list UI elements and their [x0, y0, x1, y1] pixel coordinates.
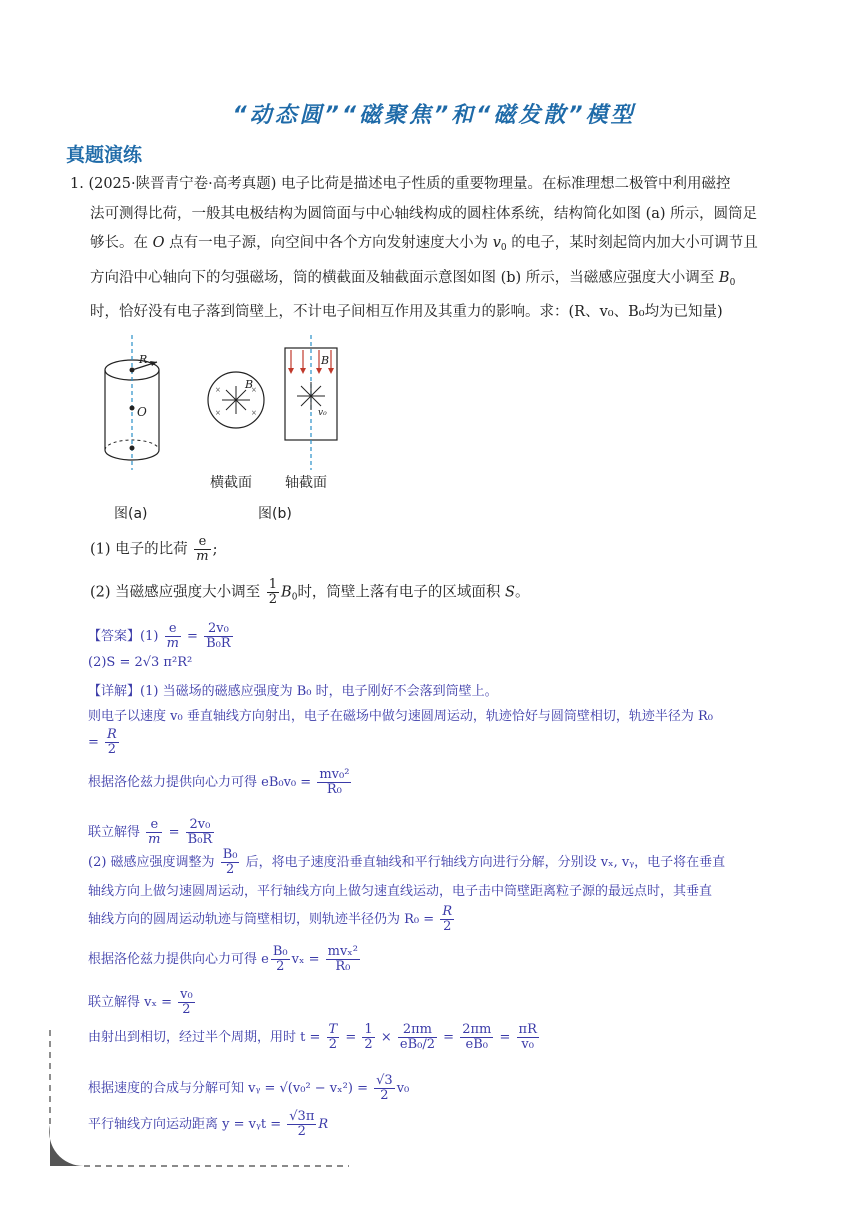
- sub-question-2: (2) 当磁感应强度大小调至 $\frac{1}{2}$ $B_0$时，筒壁上落有电子的区域面积 S。: [90, 577, 530, 607]
- detail-10: 由射出到相切，经过半个周期，用时 t = $\frac{T}{2}$ = $\frac{1}{2}$ × $\frac{2\pi m}{\text{eB₀/2}}$ = $\frac{2\pi m}{\text{eB₀}}$ = $\frac{\pi R}{\text{v₀}}$: [88, 1022, 537, 1052]
- detail-12: 平行轴线方向运动距离 y = vᵧt = $\frac{√3\pi}{2}$ R: [88, 1109, 329, 1139]
- question-line-5: 时，恰好没有电子落到筒壁上，不计电子间相互作用及其重力的影响。求：(R、v₀、B₀均为已知量): [90, 304, 723, 320]
- svg-text:×: ×: [251, 409, 257, 417]
- svg-text:×: ×: [215, 409, 221, 417]
- cross-section-figure: [208, 372, 264, 428]
- answer-1: 【答案】(1) $\frac{e}{m}$ = $\frac{\text{2v₀}}{\text{B₀R}}$: [88, 621, 231, 651]
- svg-text:v₀: v₀: [318, 408, 327, 418]
- detail-1: 【详解】(1) 当磁场的磁感应强度为 B₀ 时，电子刚好不会落到筒壁上。: [88, 684, 498, 699]
- detail-6: 轴线方向上做匀速圆周运动，平行轴线方向上做匀速直线运动，电子击中筒壁距离粒子源的最远点时，其垂直: [88, 884, 713, 899]
- detail-7: 轴线方向的圆周运动轨迹与筒壁相切，则轨迹半径仍为 R₀ = $\frac{R}{2}$: [88, 904, 453, 934]
- axial-section-label: 轴截面: [285, 475, 327, 491]
- footer-decoration: [44, 1030, 354, 1170]
- detail-2b: = $\frac{R}{2}$: [88, 727, 117, 757]
- detail-11: 根据速度的合成与分解可知 vᵧ = √(v₀² − vₓ²) = $\frac{√3}{2}$ v₀: [88, 1073, 410, 1103]
- question-line-2: 法可测得比荷，一般其电极结构为圆筒面与中心轴线构成的圆柱体系统，结构简化如图 (a) 所示，圆筒足: [90, 205, 758, 222]
- svg-text:×: ×: [215, 386, 221, 394]
- question-line-1: 1. (2025·陕晋青宁卷·高考真题) 电子比荷是描述电子性质的重要物理量。在标准理想二极管中利用磁控: [70, 176, 731, 192]
- detail-3: 根据洛伦兹力提供向心力可得 eB₀v₀ = $\frac{\text{mv₀²}}{\text{R₀}}$: [88, 767, 350, 797]
- page-number: 1: [66, 1140, 76, 1158]
- question-line-4: 方向沿中心轴向下的匀强磁场，筒的横截面及轴截面示意图如图 (b) 所示，当磁感应强度大小调至 $B_0$: [90, 269, 736, 288]
- detail-4: 联立解得 $\frac{e}{m}$ = $\frac{\text{2v₀}}{\text{B₀R}}$: [88, 817, 213, 847]
- page-title: “动态圆”“磁聚焦”和“磁发散”模型: [232, 103, 636, 128]
- svg-text:×: ×: [251, 386, 257, 394]
- svg-text:B: B: [321, 354, 330, 367]
- axial-section-figure: [285, 335, 337, 470]
- detail-8: 根据洛伦兹力提供向心力可得 e $\frac{\text{B₀}}{2}$ vₓ = $\frac{\text{mvₓ²}}{\text{R₀}}$: [88, 944, 359, 974]
- svg-text:R: R: [139, 353, 148, 366]
- svg-text:B: B: [245, 378, 254, 391]
- sub-question-1: (1) 电子的比荷 $\frac{e}{m}$ ;: [90, 534, 218, 564]
- svg-text:O: O: [137, 405, 147, 419]
- answer-2: (2)S = 2√3 π²R²: [88, 655, 193, 670]
- question-body: [70, 170, 810, 328]
- cylinder-figure: [105, 335, 159, 470]
- figure-b-label: 图(b): [258, 506, 292, 522]
- section-heading: 真题演练: [66, 144, 143, 166]
- detail-5: (2) 磁感应强度调整为 $\frac{\text{B₀}}{2}$ 后，将电子速度沿垂直轴线和平行轴线方向进行分解，分别设 vₓ, vᵧ，电子将在垂直: [88, 847, 726, 877]
- question-line-3: 够长。在 O 点有一电子源，向空间中各个方向发射速度大小为 $v_0$ 的电子，某时刻起筒内加大小可调节且: [90, 235, 758, 253]
- detail-2: 则电子以速度 v₀ 垂直轴线方向射出，电子在磁场中做匀速圆周运动，轨迹恰好与圆筒壁相切，轨迹半径为 R₀: [88, 709, 713, 724]
- cross-section-label: 横截面: [210, 475, 252, 491]
- figure-a-label: 图(a): [114, 506, 148, 522]
- detail-9: 联立解得 vₓ = $\frac{\text{v₀}}{2}$: [88, 987, 193, 1017]
